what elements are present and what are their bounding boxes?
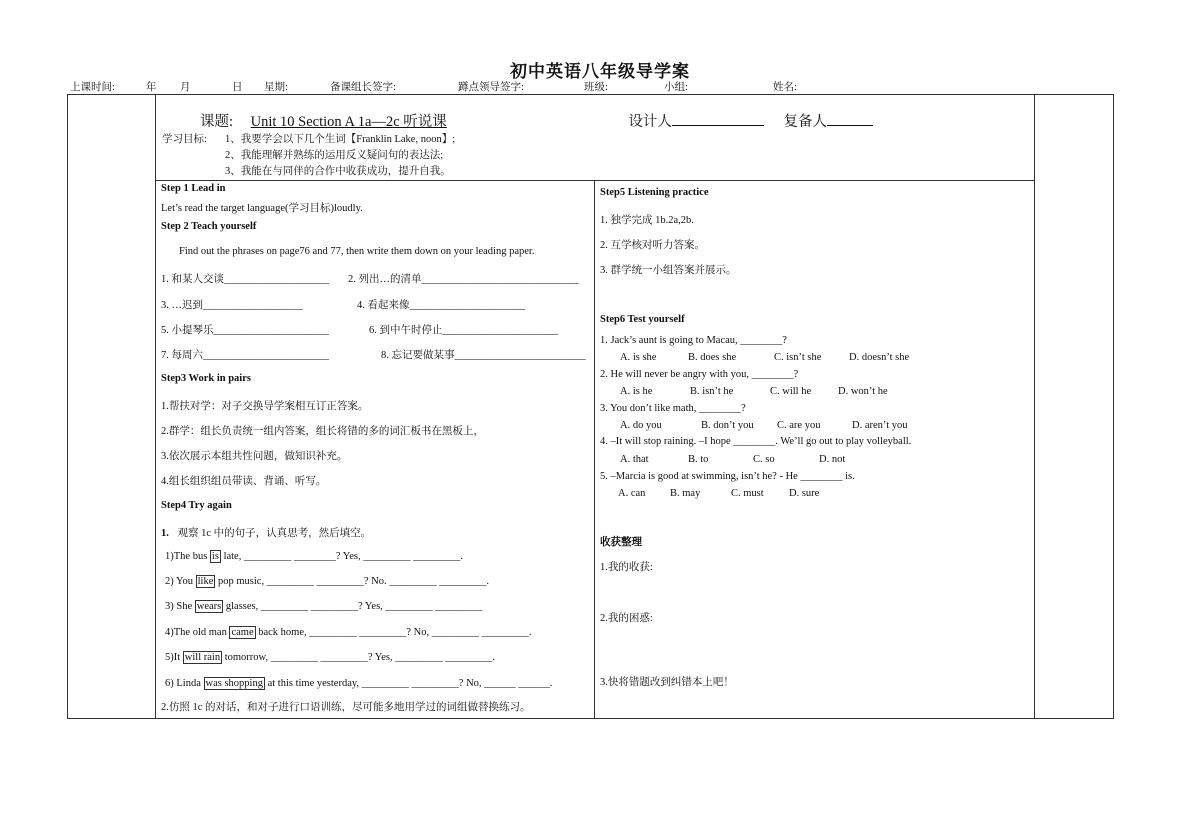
sentence-text: glasses, _________ _________? Yes, _________ _________ <box>223 601 483 612</box>
boxed-word: wears <box>196 601 222 612</box>
topic-label: 课题: <box>200 114 234 130</box>
option: C. will he <box>770 386 812 397</box>
option: A. do you <box>620 420 662 431</box>
designer-blank <box>672 125 764 126</box>
class-label: 班级: <box>584 82 608 93</box>
step2-text: Find out the phrases on page76 and 77, then write them down on your leading paper. <box>179 246 535 257</box>
boxed-word: like <box>197 576 214 587</box>
option: A. can <box>618 488 646 499</box>
harvest-item: 2.我的困惑: <box>600 613 653 624</box>
question: 3. You don’t like math, ________? <box>600 403 746 414</box>
sentence-item <box>165 652 495 663</box>
goal-item: 1、我要学会以下几个生词【Franklin Lake, noon】; <box>225 134 456 145</box>
phrase-item: 7. 每周六________________________ <box>161 350 329 361</box>
step4-intro <box>161 525 371 540</box>
boxed-word: will rain <box>184 652 221 663</box>
sentence-text: 1)The bus <box>165 551 210 562</box>
step3-item: 2.群学：组长负责统一组内答案，组长将错的多的词汇板书在黑板上， <box>161 426 484 437</box>
left-margin-line <box>155 94 156 718</box>
reviewer-blank <box>827 125 873 126</box>
option: D. doesn’t she <box>849 352 910 363</box>
sentence-text: 6) Linda <box>165 678 204 689</box>
sentence-text: at this time yesterday, _________ _________? No, ______ ______. <box>264 678 553 689</box>
boxed-word: is <box>211 551 219 562</box>
step4-title: Step4 Try again <box>161 500 232 511</box>
sentence-item <box>165 678 552 689</box>
harvest-item: 1.我的收获: <box>600 562 653 573</box>
day-label: 日 <box>232 82 243 93</box>
sentence-item <box>165 576 489 587</box>
phrase-item: 1. 和某人交谈____________________ <box>161 274 329 285</box>
step5-title: Step5 Listening practice <box>600 187 709 198</box>
column-divider <box>594 180 595 718</box>
year-label: 年 <box>146 82 157 93</box>
step4-item2: 2.仿照 1c 的对话，和对子进行口语训练，尽可能多地用学过的词组做替换练习。 <box>161 702 531 713</box>
sentence-text: 5)It <box>165 652 183 663</box>
sentence-text: tomorrow, _________ _________? Yes, _________ _________. <box>222 652 495 663</box>
goals-label: 学习目标: <box>162 134 207 145</box>
option: A. is she <box>620 352 657 363</box>
phrase-item: 6. 到中午时停止______________________ <box>369 325 558 336</box>
topic-line <box>200 110 873 131</box>
harvest-item: 3.快将错题改到纠错本上吧！ <box>600 677 734 688</box>
step3-item: 4.组长组织组员带读、背诵、听写。 <box>161 476 327 487</box>
group-leader-label: 备课组长签字: <box>330 82 396 93</box>
phrase-item: 2. 列出…的清单______________________________ <box>348 274 579 285</box>
question: 4. –It will stop raining. –I hope ________. We’ll go out to play volleyball. <box>600 436 912 447</box>
step1-text: Let’s read the target language(学习目标)loudly. <box>161 203 363 214</box>
name-label: 姓名: <box>773 82 797 93</box>
step5-item: 3. 群学统一小组答案并展示。 <box>600 265 737 276</box>
question: 2. He will never be angry with you, ________? <box>600 369 799 380</box>
option: B. does she <box>688 352 737 363</box>
right-margin-line <box>1034 94 1035 718</box>
sentence-text: late, _________ ________? Yes, _________ _________. <box>220 551 464 562</box>
sentence-text: 4)The old man <box>165 627 230 638</box>
sentence-text: back home, _________ _________? No, _________ _________. <box>255 627 532 638</box>
phrase-item: 8. 忘记要做某事_________________________ <box>381 350 586 361</box>
option: D. aren’t you <box>852 420 908 431</box>
option: D. sure <box>789 488 820 499</box>
designer-label: 设计人 <box>628 114 672 130</box>
class-time-label: 上课时间: <box>70 82 115 93</box>
step2-title: Step 2 Teach yourself <box>161 221 257 232</box>
option: C. isn’t she <box>774 352 822 363</box>
option: A. that <box>620 454 649 465</box>
step4-intro-number: 1. <box>161 528 169 539</box>
phrase-item: 5. 小提琴乐______________________ <box>161 325 329 336</box>
topic-value: Unit 10 Section A 1a—2c 听说课 <box>250 114 447 130</box>
step3-title: Step3 Work in pairs <box>161 373 251 384</box>
option: B. isn’t he <box>690 386 734 397</box>
leader-sign-label: 蹲点领导签字: <box>458 82 524 93</box>
step5-item: 2. 互学核对听力答案。 <box>600 240 705 251</box>
weekday-label: 星期: <box>264 82 288 93</box>
sentence-text: 3) She <box>165 601 195 612</box>
reviewer-label: 复备人 <box>783 114 828 130</box>
phrase-item: 3. …迟到___________________ <box>161 300 303 311</box>
boxed-word: was shopping <box>205 678 263 689</box>
step5-item: 1. 独学完成 1b.2a,2b. <box>600 215 694 226</box>
phrase-item: 4. 看起来像______________________ <box>357 300 525 311</box>
option: C. must <box>731 488 764 499</box>
group-label: 小组: <box>664 82 688 93</box>
boxed-word: came <box>231 627 254 638</box>
step6-title: Step6 Test yourself <box>600 314 685 325</box>
sentence-item <box>165 551 463 562</box>
topic-divider <box>155 180 1035 181</box>
sentence-text: pop music, _________ _________? No. _________ _________. <box>215 576 489 587</box>
sentence-item <box>165 601 483 612</box>
sentence-item <box>165 627 532 638</box>
month-label: 月 <box>180 82 191 93</box>
option: D. not <box>819 454 846 465</box>
option: C. are you <box>777 420 821 431</box>
step3-item: 1.帮扶对学：对子交换导学案相互订正答案。 <box>161 401 369 412</box>
sentence-text: 2) You <box>165 576 196 587</box>
step1-title: Step 1 Lead in <box>161 183 226 194</box>
question: 5. –Marcia is good at swimming, isn’t he? - He ________ is. <box>600 471 855 482</box>
option: B. don’t you <box>701 420 754 431</box>
option: D. won’t he <box>838 386 888 397</box>
option: A. is he <box>620 386 653 397</box>
page-title: 初中英语八年级导学案 <box>510 62 690 81</box>
option: B. may <box>670 488 701 499</box>
option: C. so <box>753 454 775 465</box>
goal-item: 2、我能理解并熟练的运用反义疑问句的表达法; <box>225 150 444 161</box>
step3-item: 3.依次展示本组共性问题，做知识补充。 <box>161 451 348 462</box>
goal-item: 3、我能在与同伴的合作中收获成功，提升自我。 <box>225 166 451 177</box>
option: B. to <box>688 454 709 465</box>
step4-intro-text: 观察 1c 中的句子，认真思考，然后填空。 <box>177 528 372 539</box>
question: 1. Jack’s aunt is going to Macau, ________? <box>600 335 787 346</box>
harvest-title: 收获整理 <box>600 537 642 548</box>
